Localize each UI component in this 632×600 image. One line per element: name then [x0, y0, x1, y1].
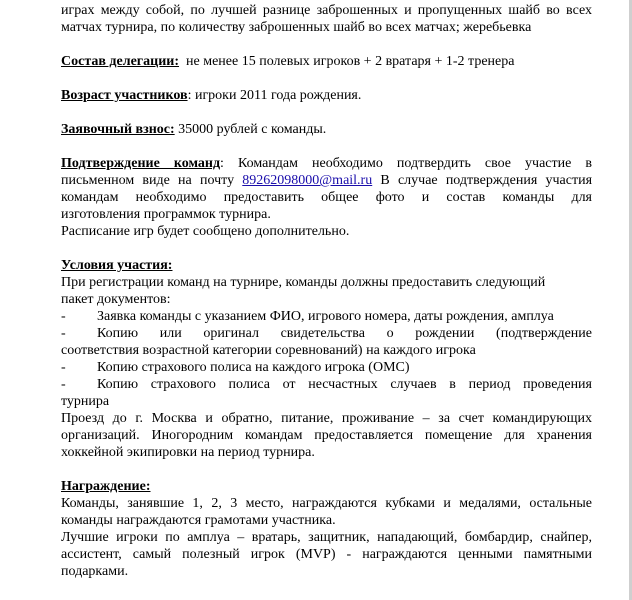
age-heading: Возраст участников: [61, 88, 188, 103]
fee-section: [61, 121, 592, 138]
awards-heading: Награждение:: [61, 479, 151, 494]
confirm-line4: изготовления программок турнира.: [61, 207, 271, 222]
email-link[interactable]: 89262098000@mail.ru: [242, 173, 373, 188]
doc-item-text: Копию страхового полиса на каждого игрока (ОМС): [97, 360, 410, 375]
doc-item-text: Копию страхового полиса от несчастных случаев в период проведения: [97, 377, 592, 392]
awards-line-2: команды награждаются грамотами участника.: [61, 513, 336, 528]
travel-line-2: организаций. Иногородним командам предоставляется помещение для хранения: [61, 428, 592, 443]
doc-item-2-cont: соответствия возрастной категории соревнований) на каждого игрока: [61, 343, 476, 358]
intro-line-1: играх между собой, по лучшей разнице заброшенных и пропущенных шайб во всех: [61, 3, 592, 18]
confirm-line2-before: письменном виде на почту: [61, 173, 235, 188]
travel-line-1: Проезд до г. Москва и обратно, питание, проживание – за счет командирующих: [61, 411, 592, 426]
conditions-heading: Условия участия:: [61, 258, 173, 273]
confirm-line1: : Командам необходимо подтвердить свое участие в: [220, 156, 592, 171]
doc-item-text: Заявка команды с указанием ФИО, игрового номера, даты рождения, амплуа: [97, 309, 554, 324]
awards-line-3: Лучшие игроки по амплуа – вратарь, защитник, нападающий, бомбардир, снайпер,: [61, 530, 592, 545]
confirm-line3: командам необходимо предоставить общее фото и состав команды для: [61, 190, 592, 205]
confirm-heading: Подтверждение команд: [61, 156, 221, 171]
travel-line-3: хоккейной экипировки на период турнира.: [61, 445, 315, 460]
list-dash: -: [61, 360, 66, 375]
list-dash: -: [61, 309, 66, 324]
awards-line-4: ассистент, самый полезный игрок (MVP) - награждаются ценными памятными: [61, 547, 592, 562]
confirm-section: [61, 155, 592, 240]
conditions-section: [61, 257, 592, 461]
confirm-line2-after: В случае подтверждения участия: [380, 173, 593, 188]
doc-item-1: [61, 308, 592, 325]
doc-item-4-cont: турнира: [61, 394, 110, 409]
awards-line-5: подарками.: [61, 564, 129, 579]
delegation-section: [61, 53, 592, 70]
fee-text: 35000 рублей с команды.: [174, 122, 327, 137]
age-section: [61, 87, 592, 104]
conditions-intro-1: При регистрации команд на турнире, команды должны предоставить следующий: [61, 275, 546, 290]
age-text: : игроки 2011 года рождения.: [187, 88, 362, 103]
doc-item-4: [61, 376, 592, 393]
intro-line-2: матчах турнира, по количеству заброшенных шайб во всех матчах; жеребьевка: [61, 20, 532, 35]
doc-item-text: Копию или оригинал свидетельства о рождении (подтверждение: [97, 326, 592, 341]
awards-section: [61, 478, 592, 580]
doc-item-3: [61, 359, 592, 376]
list-dash: -: [61, 326, 66, 341]
conditions-intro-2: пакет документов:: [61, 292, 171, 307]
list-dash: -: [61, 377, 66, 392]
doc-item-2: [61, 325, 592, 342]
delegation-text: не менее 15 полевых игроков + 2 вратаря + 1-2 тренера: [186, 54, 515, 69]
schedule-note: Расписание игр будет сообщено дополнительно.: [61, 224, 350, 239]
delegation-heading: Состав делегации:: [61, 54, 180, 69]
fee-heading: Заявочный взнос:: [61, 122, 175, 137]
awards-line-1: Команды, занявшие 1, 2, 3 место, награждаются кубками и медалями, остальные: [61, 496, 592, 511]
